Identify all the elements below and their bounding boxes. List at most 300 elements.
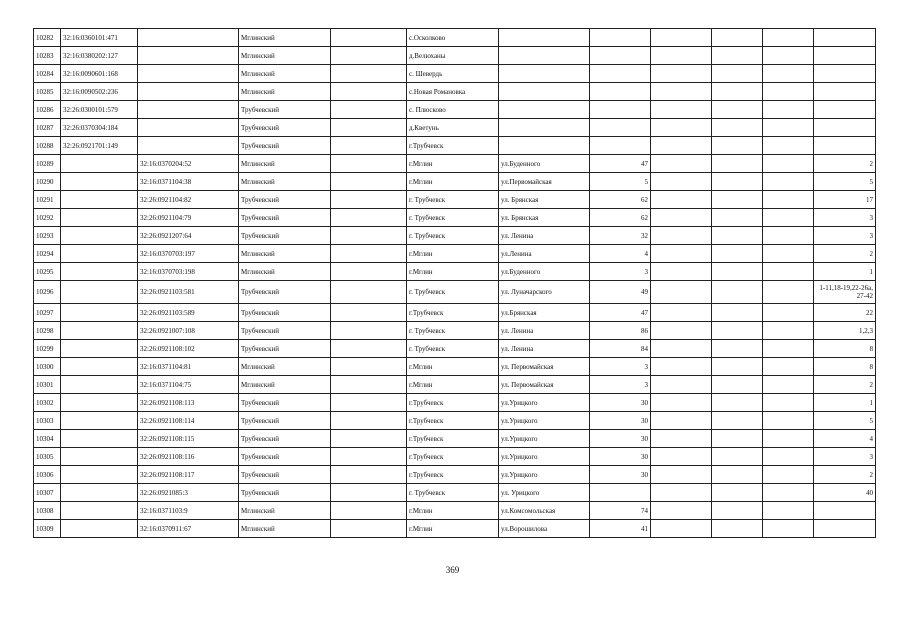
table-cell: 5 [814, 412, 876, 430]
table-cell: г.Мглин [407, 245, 499, 263]
table-cell: ул. Первомайская [499, 358, 590, 376]
table-cell: 84 [590, 340, 651, 358]
table-cell: ул. Первомайская [499, 376, 590, 394]
table-cell: 30 [590, 466, 651, 484]
table-cell: 32:26:0921103:581 [138, 281, 239, 304]
table-cell: 10286 [34, 101, 61, 119]
table-cell: г. Трубчевск [407, 322, 499, 340]
table-cell [763, 191, 814, 209]
table-cell [712, 47, 763, 65]
table-cell: 2 [814, 245, 876, 263]
table-cell: 10284 [34, 65, 61, 83]
table-cell [651, 209, 712, 227]
table-cell: Мглинский [239, 29, 331, 47]
table-cell: 32:16:0370703:198 [138, 263, 239, 281]
table-cell [763, 448, 814, 466]
table-cell: 32:26:0921108:116 [138, 448, 239, 466]
table-cell: 47 [590, 155, 651, 173]
table-cell [138, 29, 239, 47]
table-cell [651, 119, 712, 137]
table-cell: 1 [814, 263, 876, 281]
table-cell: Трубчевский [239, 304, 331, 322]
table-cell [712, 209, 763, 227]
table-cell: 3 [814, 209, 876, 227]
table-cell [138, 65, 239, 83]
table-cell [651, 466, 712, 484]
table-cell: Трубчевский [239, 448, 331, 466]
table-cell [331, 322, 407, 340]
table-cell [651, 281, 712, 304]
table-cell: 10294 [34, 245, 61, 263]
table-cell [61, 430, 138, 448]
table-cell: 10307 [34, 484, 61, 502]
table-cell: г. Трубчевск [407, 340, 499, 358]
table-body [34, 29, 876, 538]
table-cell [712, 394, 763, 412]
table-cell: 10308 [34, 502, 61, 520]
table-row [34, 281, 876, 304]
table-cell [331, 394, 407, 412]
table-cell: ул. Луначарского [499, 281, 590, 304]
table-cell [763, 358, 814, 376]
table-cell: 10301 [34, 376, 61, 394]
table-cell [651, 484, 712, 502]
table-cell: с. Шевердь [407, 65, 499, 83]
table-cell: с.Новая Романовка [407, 83, 499, 101]
table-cell: г. Трубчевск [407, 209, 499, 227]
table-row [34, 304, 876, 322]
table-cell: 3 [590, 263, 651, 281]
table-cell [814, 137, 876, 155]
table-row [34, 358, 876, 376]
table-cell [61, 173, 138, 191]
table-cell: 32:26:0921085:3 [138, 484, 239, 502]
table-cell: г.Мглин [407, 520, 499, 538]
table-cell: д.Велюханы [407, 47, 499, 65]
table-cell [331, 245, 407, 263]
table-cell: 32:26:0921108:113 [138, 394, 239, 412]
table-cell [712, 101, 763, 119]
table-cell: 49 [590, 281, 651, 304]
table-cell [651, 340, 712, 358]
table-cell: г.Трубчевск [407, 304, 499, 322]
table-cell: 2 [814, 376, 876, 394]
table-cell: г. Трубчевск [407, 191, 499, 209]
table-cell [499, 119, 590, 137]
table-cell: Мглинский [239, 173, 331, 191]
table-cell [712, 281, 763, 304]
table-cell: 10300 [34, 358, 61, 376]
table-cell [61, 448, 138, 466]
table-row [34, 245, 876, 263]
table-cell [712, 340, 763, 358]
table-cell: 10282 [34, 29, 61, 47]
table-cell [763, 65, 814, 83]
table-cell: 2 [814, 466, 876, 484]
table-cell [138, 119, 239, 137]
table-cell [331, 191, 407, 209]
table-cell: ул.Урицкого [499, 448, 590, 466]
table-cell: 10287 [34, 119, 61, 137]
table-row [34, 502, 876, 520]
table-cell [331, 502, 407, 520]
table-cell [331, 520, 407, 538]
table-cell: 32:16:0371104:75 [138, 376, 239, 394]
table-cell [61, 412, 138, 430]
table-cell [331, 376, 407, 394]
table-cell: г.Мглин [407, 376, 499, 394]
table-cell: г.Трубчевск [407, 448, 499, 466]
table-cell: 3 [814, 448, 876, 466]
table-cell [651, 502, 712, 520]
table-cell [331, 358, 407, 376]
table-cell [651, 155, 712, 173]
table-cell: ул. Брянская [499, 209, 590, 227]
table-cell: Трубчевский [239, 227, 331, 245]
table-cell [814, 65, 876, 83]
table-cell [712, 119, 763, 137]
table-cell [651, 29, 712, 47]
table-cell [331, 448, 407, 466]
table-cell: 32:16:0371103:9 [138, 502, 239, 520]
table-cell [763, 376, 814, 394]
table-cell: 62 [590, 191, 651, 209]
table-cell [763, 322, 814, 340]
table-cell: ул.Брянская [499, 304, 590, 322]
table-row [34, 29, 876, 47]
table-cell: 74 [590, 502, 651, 520]
table-cell [712, 502, 763, 520]
table-cell: Мглинский [239, 245, 331, 263]
table-cell [590, 484, 651, 502]
table-cell: 32:26:0921108:114 [138, 412, 239, 430]
table-cell [712, 412, 763, 430]
table-cell [331, 29, 407, 47]
table-cell [590, 101, 651, 119]
table-cell: г.Мглин [407, 263, 499, 281]
table-cell: Трубчевский [239, 191, 331, 209]
table-cell: 17 [814, 191, 876, 209]
table-cell: ул.Урицкого [499, 466, 590, 484]
table-cell [763, 304, 814, 322]
table-cell: Мглинский [239, 376, 331, 394]
table-row [34, 466, 876, 484]
table-cell [763, 430, 814, 448]
table-cell: 32:16:0370703:197 [138, 245, 239, 263]
table-cell [61, 281, 138, 304]
table-cell [61, 358, 138, 376]
table-cell [651, 304, 712, 322]
table-cell [651, 137, 712, 155]
table-cell [763, 47, 814, 65]
table-cell [651, 394, 712, 412]
table-cell [712, 358, 763, 376]
table-cell: Мглинский [239, 358, 331, 376]
table-cell: 8 [814, 340, 876, 358]
table-cell: 10289 [34, 155, 61, 173]
table-cell: 32:26:0921108:115 [138, 430, 239, 448]
table-cell: 32:16:0371104:81 [138, 358, 239, 376]
table-cell [763, 29, 814, 47]
table-cell [499, 29, 590, 47]
table-cell: 32:26:0921104:79 [138, 209, 239, 227]
table-cell [138, 137, 239, 155]
table-cell: 32:16:0370204:52 [138, 155, 239, 173]
table-cell: 10292 [34, 209, 61, 227]
table-cell [814, 502, 876, 520]
table-cell [499, 47, 590, 65]
table-cell: г.Трубчевск [407, 466, 499, 484]
table-cell: 5 [590, 173, 651, 191]
table-row [34, 520, 876, 538]
table-cell: 32:26:0300101:579 [61, 101, 138, 119]
table-cell: 10288 [34, 137, 61, 155]
table-cell [651, 412, 712, 430]
table-cell: Трубчевский [239, 340, 331, 358]
table-cell [712, 245, 763, 263]
table-cell: Трубчевский [239, 209, 331, 227]
table-cell: 10285 [34, 83, 61, 101]
table-cell: 32:26:0370304:184 [61, 119, 138, 137]
table-cell: 10293 [34, 227, 61, 245]
table-cell [763, 83, 814, 101]
table-row [34, 173, 876, 191]
table-cell [331, 304, 407, 322]
table-cell: 10306 [34, 466, 61, 484]
table-cell: ул.Комсомольская [499, 502, 590, 520]
table-cell: 32:16:0371104:38 [138, 173, 239, 191]
table-row [34, 322, 876, 340]
table-cell: г.Трубчевск [407, 137, 499, 155]
table-cell: 10303 [34, 412, 61, 430]
table-row [34, 448, 876, 466]
table-cell: ул.Урицкого [499, 430, 590, 448]
table-cell [814, 83, 876, 101]
table-cell: 1 [814, 394, 876, 412]
table-cell [61, 227, 138, 245]
table-cell: 32:26:0921207:64 [138, 227, 239, 245]
table-row [34, 65, 876, 83]
table-cell [712, 484, 763, 502]
table-cell [712, 304, 763, 322]
table-cell: ул. Ленина [499, 227, 590, 245]
table-cell: Трубчевский [239, 119, 331, 137]
table-cell [763, 412, 814, 430]
table-cell [763, 484, 814, 502]
table-cell: 32:26:0921103:589 [138, 304, 239, 322]
table-cell [331, 430, 407, 448]
table-cell: 30 [590, 394, 651, 412]
table-cell: г.Мглин [407, 358, 499, 376]
table-row [34, 83, 876, 101]
table-cell: г.Трубчевск [407, 430, 499, 448]
table-cell [61, 466, 138, 484]
table-cell [138, 47, 239, 65]
table-cell: 10298 [34, 322, 61, 340]
table-cell: ул. Брянская [499, 191, 590, 209]
table-cell [331, 83, 407, 101]
table-cell: ул.Урицкого [499, 412, 590, 430]
table-cell: 32:16:0090601:168 [61, 65, 138, 83]
table-cell [590, 119, 651, 137]
table-cell [331, 119, 407, 137]
table-cell [61, 209, 138, 227]
table-cell [763, 209, 814, 227]
table-cell [331, 340, 407, 358]
table-cell: ул.Урицкого [499, 394, 590, 412]
table-cell [331, 466, 407, 484]
table-cell [712, 65, 763, 83]
table-cell: 30 [590, 412, 651, 430]
table-cell [712, 173, 763, 191]
table-cell: Трубчевский [239, 394, 331, 412]
table-cell: ул.Буденного [499, 263, 590, 281]
table-cell: г.Мглин [407, 155, 499, 173]
table-cell: г. Трубчевск [407, 484, 499, 502]
table-cell [712, 430, 763, 448]
table-cell [61, 394, 138, 412]
table-cell: Мглинский [239, 155, 331, 173]
table-row [34, 430, 876, 448]
table-cell [651, 173, 712, 191]
table-cell [763, 281, 814, 304]
table-cell: ул. Ленина [499, 322, 590, 340]
table-cell [712, 137, 763, 155]
table-cell [331, 47, 407, 65]
table-row [34, 376, 876, 394]
table-cell [763, 137, 814, 155]
table-cell [651, 322, 712, 340]
table-cell [763, 340, 814, 358]
table-cell [763, 155, 814, 173]
table-cell: г.Мглин [407, 173, 499, 191]
table-cell: 30 [590, 448, 651, 466]
table-cell: 3 [814, 227, 876, 245]
table-cell: 32:16:0380202:127 [61, 47, 138, 65]
table-cell: Трубчевский [239, 137, 331, 155]
table-cell: г.Мглин [407, 502, 499, 520]
table-cell [331, 209, 407, 227]
table-cell [763, 227, 814, 245]
table-cell [61, 155, 138, 173]
table-cell: ул.Ворошилова [499, 520, 590, 538]
table-cell: Мглинский [239, 263, 331, 281]
table-cell: Мглинский [239, 47, 331, 65]
table-cell [712, 520, 763, 538]
table-cell [651, 376, 712, 394]
table-cell: 8 [814, 358, 876, 376]
table-cell [712, 227, 763, 245]
table-cell: д.Кветунь [407, 119, 499, 137]
table-cell [61, 376, 138, 394]
table-cell [331, 227, 407, 245]
table-cell [138, 101, 239, 119]
table-cell: Трубчевский [239, 484, 331, 502]
table-cell: 10302 [34, 394, 61, 412]
table-cell [763, 101, 814, 119]
table-cell [138, 83, 239, 101]
table-cell [331, 173, 407, 191]
table-cell: 32 [590, 227, 651, 245]
table-cell: г.Трубчевск [407, 412, 499, 430]
table-cell [712, 448, 763, 466]
table-cell: 5 [814, 173, 876, 191]
table-cell: 32:26:0921701:149 [61, 137, 138, 155]
table-cell: 10291 [34, 191, 61, 209]
table-cell: 1,2,3 [814, 322, 876, 340]
table-cell: Трубчевский [239, 412, 331, 430]
table-cell [590, 29, 651, 47]
table-row [34, 155, 876, 173]
table-cell [712, 29, 763, 47]
table-cell: 32:26:0921108:117 [138, 466, 239, 484]
table-cell [651, 263, 712, 281]
table-cell: Трубчевский [239, 322, 331, 340]
table-cell: 1-11,18-19,22-26а, 27-42 [814, 281, 876, 304]
table-cell [814, 520, 876, 538]
table-cell: 32:16:0360101:471 [61, 29, 138, 47]
table-cell: 10304 [34, 430, 61, 448]
table-cell: ул.Буденного [499, 155, 590, 173]
table-cell [712, 263, 763, 281]
table-cell [763, 119, 814, 137]
table-cell: г. Трубчевск [407, 227, 499, 245]
table-cell: 2 [814, 155, 876, 173]
table-cell [331, 155, 407, 173]
table-cell [651, 245, 712, 263]
table-cell [712, 155, 763, 173]
table-cell [61, 322, 138, 340]
table-cell: Трубчевский [239, 281, 331, 304]
table-cell [651, 430, 712, 448]
table-cell: 30 [590, 430, 651, 448]
table-cell: 10299 [34, 340, 61, 358]
table-cell: г. Трубчевск [407, 281, 499, 304]
table-cell [651, 47, 712, 65]
table-cell: 10296 [34, 281, 61, 304]
table-cell [331, 263, 407, 281]
table-cell: г.Трубчевск [407, 394, 499, 412]
table-row [34, 191, 876, 209]
table-cell [712, 191, 763, 209]
table-row [34, 209, 876, 227]
table-cell [712, 376, 763, 394]
table-cell: 4 [814, 430, 876, 448]
table-cell [590, 83, 651, 101]
table-cell: 32:16:0370911:67 [138, 520, 239, 538]
table-cell [814, 29, 876, 47]
table-cell: с.Осколково [407, 29, 499, 47]
table-cell [499, 137, 590, 155]
table-cell [651, 83, 712, 101]
table-cell: 10297 [34, 304, 61, 322]
table-cell: Мглинский [239, 65, 331, 83]
table-cell [651, 227, 712, 245]
table-cell: Трубчевский [239, 430, 331, 448]
table-cell [61, 263, 138, 281]
table-cell: 4 [590, 245, 651, 263]
table-cell [331, 281, 407, 304]
table-cell [651, 520, 712, 538]
table-cell [814, 101, 876, 119]
table-cell: ул.Ленина [499, 245, 590, 263]
registry-table [33, 28, 876, 538]
table-cell [651, 101, 712, 119]
table-cell [814, 47, 876, 65]
table-cell [499, 65, 590, 83]
table-cell [331, 65, 407, 83]
table-cell: 10305 [34, 448, 61, 466]
